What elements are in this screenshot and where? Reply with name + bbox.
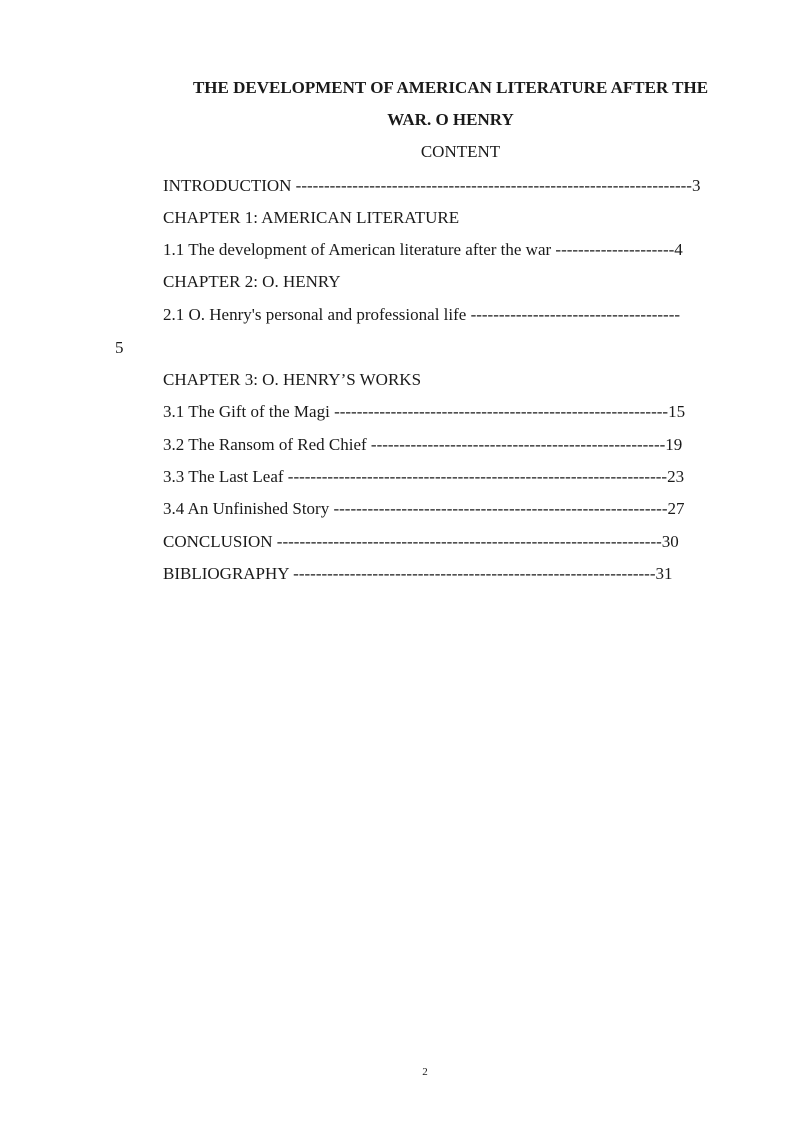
toc-entry-2-1: 2.1 O. Henry's personal and professional life ------------------------------------- <box>163 305 681 324</box>
toc-entry-3-1: 3.1 The Gift of the Magi -----------------------------------------------------------15 <box>163 402 686 421</box>
toc-entry-3-3: 3.3 The Last Leaf -------------------------------------------------------------------23 <box>163 467 685 486</box>
content-heading: CONTENT <box>420 142 501 161</box>
document-title <box>163 72 738 136</box>
toc-entry-introduction: INTRODUCTION ----------------------------------------------------------------------3 <box>163 176 701 195</box>
toc-entry-3-4: 3.4 An Unfinished Story -----------------------------------------------------------27 <box>163 499 685 518</box>
toc-entry-conclusion: CONCLUSION --------------------------------------------------------------------30 <box>163 532 679 551</box>
page-number-footer: 2 <box>422 1066 428 1078</box>
toc-entry-bibliography: BIBLIOGRAPHY ----------------------------------------------------------------31 <box>163 564 673 583</box>
toc-entry-chapter-3: CHAPTER 3: O. HENRY’S WORKS <box>163 370 422 389</box>
toc-wrapped-page-number: 5 <box>115 338 124 357</box>
toc-entry-3-2: 3.2 The Ransom of Red Chief ----------------------------------------------------19 <box>163 435 683 454</box>
toc-entry-chapter-2: CHAPTER 2: O. HENRY <box>163 272 341 291</box>
title-line-1: THE DEVELOPMENT OF AMERICAN LITERATURE AFTER THE <box>192 78 709 97</box>
title-line-2: WAR. O HENRY <box>387 110 514 129</box>
toc-entry-chapter-1: CHAPTER 1: AMERICAN LITERATURE <box>163 208 460 227</box>
toc-entry-1-1: 1.1 The development of American literature after the war ---------------------4 <box>163 240 683 259</box>
